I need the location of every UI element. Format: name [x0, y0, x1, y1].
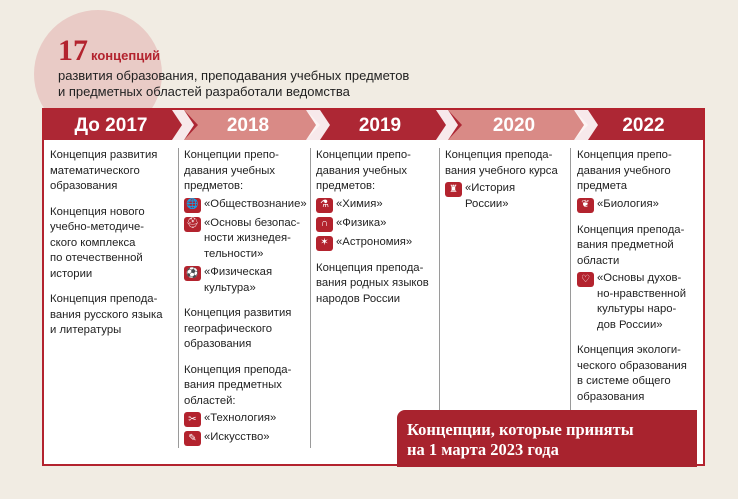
text-line: дов России» [597, 318, 663, 331]
subject-item [184, 216, 308, 263]
text-line: вания предметной [577, 239, 674, 251]
kremlin-icon: ♜ [445, 182, 462, 197]
column-2019 [316, 148, 440, 317]
column-divider [178, 148, 179, 448]
concept-block [577, 148, 701, 195]
text-line: образования [50, 180, 118, 192]
year-label: 2022 [622, 115, 665, 136]
text-line: России» [465, 197, 509, 210]
year-label: До 2017 [74, 115, 148, 136]
headline [58, 36, 160, 66]
subject-item [577, 197, 701, 213]
text-line: культуры наро- [597, 303, 677, 315]
subject-item [316, 197, 440, 213]
text-line: в системе общего [577, 375, 671, 387]
text-line: «Технология» [204, 412, 277, 424]
text-line: давания учебного [577, 164, 671, 177]
text-line: «Химия» [336, 197, 383, 210]
text-line: Концепции препо- [316, 149, 411, 161]
leaf-icon: ❦ [577, 198, 594, 213]
column-before-2017 [50, 148, 174, 349]
concept-block [184, 363, 308, 410]
concept-block [316, 148, 440, 195]
subtitle-line: развития образования, преподавания учебных предметов [58, 68, 410, 83]
column-divider [310, 148, 311, 448]
subtitle-line: и предметных областей разработали ведомства [58, 84, 350, 99]
telescope-icon: ✶ [316, 236, 333, 251]
text-line: по отечественной [50, 252, 143, 264]
text-line: Концепция развития [184, 307, 292, 319]
text-line: предмета [577, 180, 628, 192]
text-line: учебно-методиче- [50, 221, 145, 233]
text-line: но-нравственной [597, 287, 687, 300]
concept-block [50, 292, 174, 339]
text-line: и литературы [50, 324, 122, 336]
headline-number: 17 [58, 34, 88, 67]
text-line: истории [50, 267, 93, 280]
text-line: областей: [184, 394, 236, 407]
banner-line: Концепции, которые приняты [407, 420, 634, 439]
subject-item [577, 271, 701, 333]
column-2022 [577, 148, 701, 415]
subject-item [445, 181, 569, 212]
text-line: «Основы безопас- [204, 216, 301, 229]
banner-line: на 1 марта 2023 года [407, 440, 559, 459]
year-label: 2019 [358, 115, 402, 136]
text-line: Концепция развития [50, 149, 158, 161]
column-2018 [184, 148, 308, 449]
subject-item [184, 430, 308, 446]
column-divider [570, 148, 571, 448]
column-2020 [445, 148, 569, 215]
concept-block [50, 148, 174, 195]
legend-banner [397, 410, 697, 467]
concept-block [50, 205, 174, 283]
ball-icon: ⚽ [184, 266, 201, 281]
text-line: предметов: [316, 180, 376, 192]
text-line: «Биология» [597, 197, 659, 210]
text-line: математического [50, 164, 140, 177]
text-line: вания русского языка [50, 308, 163, 321]
globe-icon: 🌐 [184, 198, 201, 213]
text-line: образования [577, 390, 645, 403]
timeline-header [44, 110, 703, 140]
text-line: давания учебных [184, 164, 276, 177]
helmet-icon: ⛑ [184, 217, 201, 232]
concept-block [316, 261, 440, 308]
text-line: «Астрономия» [336, 235, 413, 248]
text-line: Концепция нового [50, 205, 145, 218]
palette-icon: ✎ [184, 431, 201, 446]
headline-word: концепций [91, 48, 161, 63]
subject-item [316, 216, 440, 232]
text-line: вания предметных [184, 379, 282, 391]
text-line: Концепция препо- [577, 149, 672, 161]
text-line: географического [184, 322, 273, 335]
text-line: Концепция экологи- [577, 344, 681, 356]
text-line: области [577, 254, 620, 267]
concept-block [577, 343, 701, 405]
text-line: Концепция препода- [577, 223, 685, 236]
subject-item [184, 197, 308, 213]
text-line: Концепция препода- [316, 261, 424, 274]
text-line: ческого образования [577, 359, 687, 372]
text-line: Концепция препода- [50, 293, 158, 305]
text-line: «Искусство» [204, 431, 270, 443]
concept-block [184, 148, 308, 195]
text-line: ского комплекса [50, 236, 136, 249]
text-line: Концепции препо- [184, 149, 279, 161]
flask-icon: ⚗ [316, 198, 333, 213]
text-line: ности жизнедея- [204, 232, 291, 244]
concept-block [184, 306, 308, 353]
text-line: тельности» [204, 247, 264, 260]
text-line: «Основы духов- [597, 272, 682, 284]
text-line: культура» [204, 281, 256, 294]
magnet-icon: ∩ [316, 217, 333, 232]
year-label: 2018 [226, 115, 270, 136]
text-line: «Обществознание» [204, 197, 307, 210]
text-line: «Физика» [336, 216, 387, 229]
text-line: образования [184, 338, 252, 350]
text-line: «История [465, 182, 516, 194]
concept-block [445, 148, 569, 179]
text-line: народов России [316, 292, 401, 305]
hands-icon: ♡ [577, 272, 594, 287]
text-line: Концепция препода- [184, 363, 292, 376]
subtitle [58, 68, 409, 100]
concept-block [577, 223, 701, 270]
text-line: Концепция препода- [445, 149, 553, 161]
tools-icon: ✂ [184, 412, 201, 427]
subject-item [316, 235, 440, 251]
text-line: давания учебных [316, 164, 408, 177]
year-label: 2020 [492, 115, 536, 136]
text-line: «Физическая [204, 266, 273, 278]
text-line: вания родных языков [316, 277, 429, 289]
text-line: вания учебного курса [445, 164, 558, 177]
subject-item [184, 265, 308, 296]
subject-item [184, 411, 308, 427]
text-line: предметов: [184, 180, 244, 192]
